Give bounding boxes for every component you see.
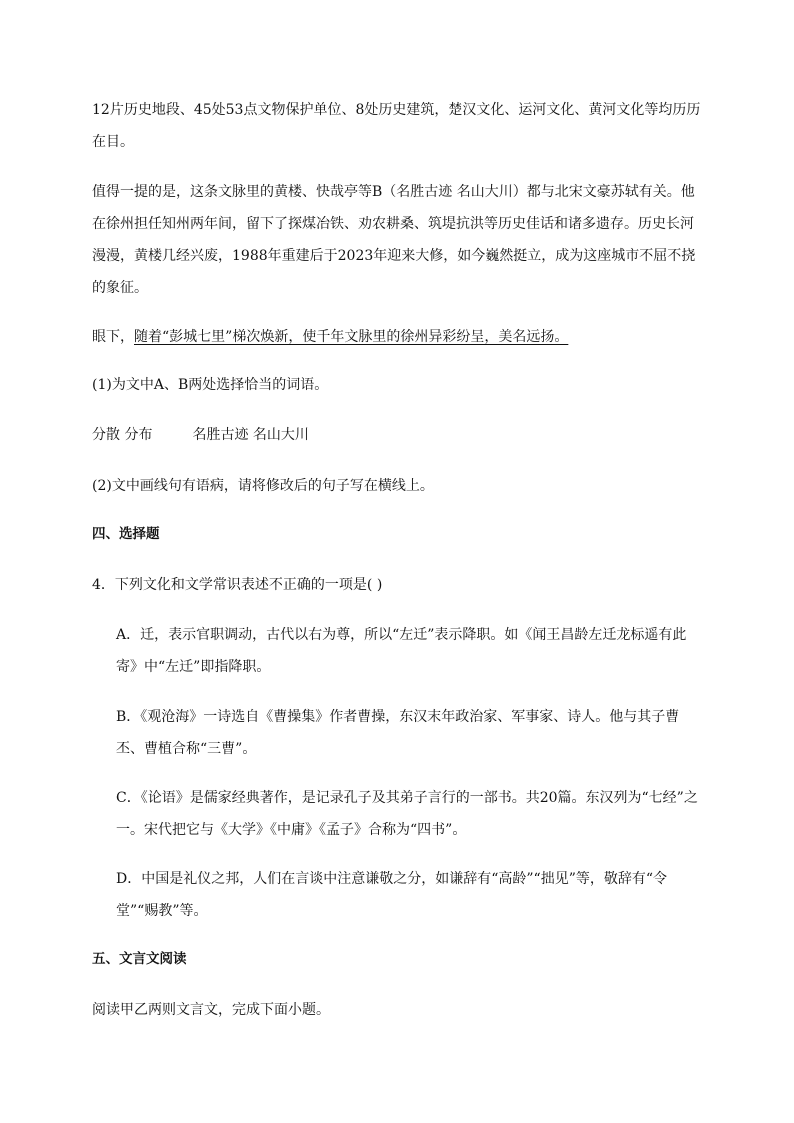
reading-intro: 阅读甲乙两则文言文，完成下面小题。: [92, 1002, 330, 1018]
question-1: (1)为文中A、B两处选择恰当的词语。: [92, 377, 329, 393]
option-b: B．《观沧海》一诗选自《曹操集》作者曹操，东汉末年政治家、军事家、诗人。他与其子曹丕、曹植合称“三曹”。: [116, 709, 680, 757]
section-heading-4: 四、选择题: [92, 526, 160, 542]
question-2: (2)文中画线句有语病，请将修改后的句子写在横线上。: [92, 478, 434, 494]
option-c: C．《论语》是儒家经典著作，是记录孔子及其弟子言行的一部书。共20篇。东汉列为“七经”之一。宋代把它与《大学》《中庸》《孟子》合称为“四书”。: [116, 790, 698, 838]
sentence-prefix: 眼下，: [92, 329, 134, 345]
question-4: 4．下列文化和文学常识表述不正确的一项是( ): [92, 577, 383, 593]
options-b: 名胜古迹 名山大川: [192, 427, 309, 443]
section-heading-5: 五、文言文阅读: [92, 951, 187, 967]
option-a: A．迁，表示官职调动，古代以右为尊，所以“左迁”表示降职。如《闻王昌龄左迁龙标遥有此寄》中“左迁”即指降职。: [116, 627, 687, 675]
paragraph-historic-sites: 12片历史地段、45处53点文物保护单位、8处历史建筑，楚汉文化、运河文化、黄河文化等均历历在目。: [92, 102, 701, 150]
paragraph-yellow-tower: 值得一提的是，这条文脉里的黄楼、快哉亭等B（名胜古迹 名山大川）都与北宋文豪苏轼有关。他在徐州担任知州两年间，留下了探煤冶铁、劝农耕桑、筑堤抗洪等历史佳话和诸多遗存。历史长河漫漫，黄楼几经兴废，1988年重建后于2023年迎来大修，如今巍然挺立，成为这座城市不屈不挠的象征。: [92, 184, 696, 296]
options-a: 分散 分布: [92, 427, 153, 443]
paragraph-underlined-sentence: [92, 321, 704, 353]
underlined-sentence: 随着“彭城七里”梯次焕新，使千年文脉里的徐州异彩纷呈，美名远扬。: [134, 329, 569, 345]
word-options: [92, 419, 704, 451]
option-d: D．中国是礼仪之邦，人们在言谈中注意谦敬之分，如谦辞有“高龄”“拙见”等，敬辞有“令堂”“赐教”等。: [116, 871, 668, 919]
